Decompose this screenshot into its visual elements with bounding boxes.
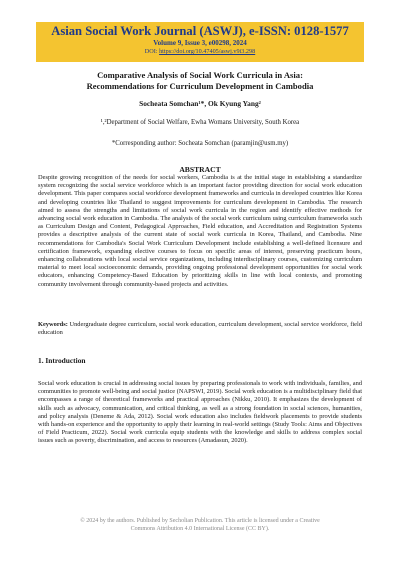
keywords-text: Undergraduate degree curriculum, social work education, curriculum development, social service workforce, field education [38, 321, 362, 337]
author-list: Socheata Somchan¹*, Ok Kyung Yang² [139, 99, 261, 108]
paper-title-line-1: Comparative Analysis of Social Work Curricula in Asia: [97, 70, 303, 80]
section-heading-introduction: 1. Introduction [38, 356, 86, 365]
paper-title [38, 70, 362, 92]
footer-line-1: © 2024 by the authors. Published by Secholian Publication. This article is licensed under a Creative [80, 518, 320, 524]
doi-line [36, 48, 364, 56]
doi-link[interactable]: https://doi.org/10.47405/aswj.v9i3.298 [159, 48, 256, 55]
journal-header-banner [36, 22, 364, 62]
license-footer [50, 518, 350, 533]
corresponding-author: *Corresponding author: Socheata Somchan (paramjin@usm.my) [111, 140, 289, 147]
abstract-body: Despite growing recognition of the needs for social workers, Cambodia is at the initial stage in establishing a standardize system recognizing the social service workforce which is an important factor providing direction for social work education development. This paper compares social workforce development frameworks and curricula in developed countries like Korea and developing countries like Thailand to suggest improvements for curriculum development in Cambodia. The research aimed to assess the strengths and limitations of social work curricula in the region and identify effective methods for advancing social work education in Cambodia. The analysis of the social work curriculum using curriculum frameworks such as Curriculum Design and Content, Pedagogical Approaches, Field education, and Accreditation and Registration Systems provides a descriptive analysis of the current state of social work curricula in Korea, Thailand, and Cambodia. Nine recommendations for Cambodia's Social Work Curriculum Development include establishing a well-defined licensure and certification framework, expanding elective courses to focus on specific areas of interest, preserving practicum hours, enhancing collaborations with local social service organizations, including interdisciplinary courses, customizing curriculum material to meet local socioeconomic demands, providing ongoing professional development opportunities for social work educators, enhancing Competency-Based Education by prioritizing skills in line with local contexts, and promoting community involvement through community-based projects and activities. [38, 174, 362, 288]
footer-line-2: Commons Attribution 4.0 International License (CC BY). [130, 525, 270, 532]
abstract-heading: ABSTRACT [179, 165, 221, 174]
doi-label: DOI: [144, 48, 158, 55]
keywords-label: Keywords: [38, 321, 68, 328]
introduction-body: Social work education is crucial in addressing social issues by preparing professionals to work with individuals, families, and communities to promote well-being and social justice (NAPSWI, 2019). Social work education is a multidisciplinary field that encompasses a range of theoretical frameworks and practical approaches (Nikku, 2010). It emphasizes the development of skills such as advocacy, communication, and critical thinking, as well as a strong foundation in social sciences, humanities, and policy analysis (Deneme & Ada, 2012). Social work education also includes fieldwork placements to provide students with hands-on experience and the opportunity to apply their learning in real-world settings (Study Tools: Aims and Objectives of Field Practicum, 2022). Social work curricula equip students with the knowledge and skills to address complex social issues such as poverty, discrimination, and access to resources (Amadasun, 2020). [38, 380, 362, 445]
volume-issue: Volume 9, Issue 3, e00298, 2024 [153, 39, 247, 47]
author-affiliation: ¹,²Department of Social Welfare, Ewha Womans University, South Korea [100, 119, 300, 126]
keywords-block [38, 321, 362, 337]
journal-title: Asian Social Work Journal (ASWJ), e-ISSN: 0128-1577 [51, 24, 349, 38]
paper-title-line-2: Recommendations for Curriculum Development in Cambodia [86, 81, 314, 91]
